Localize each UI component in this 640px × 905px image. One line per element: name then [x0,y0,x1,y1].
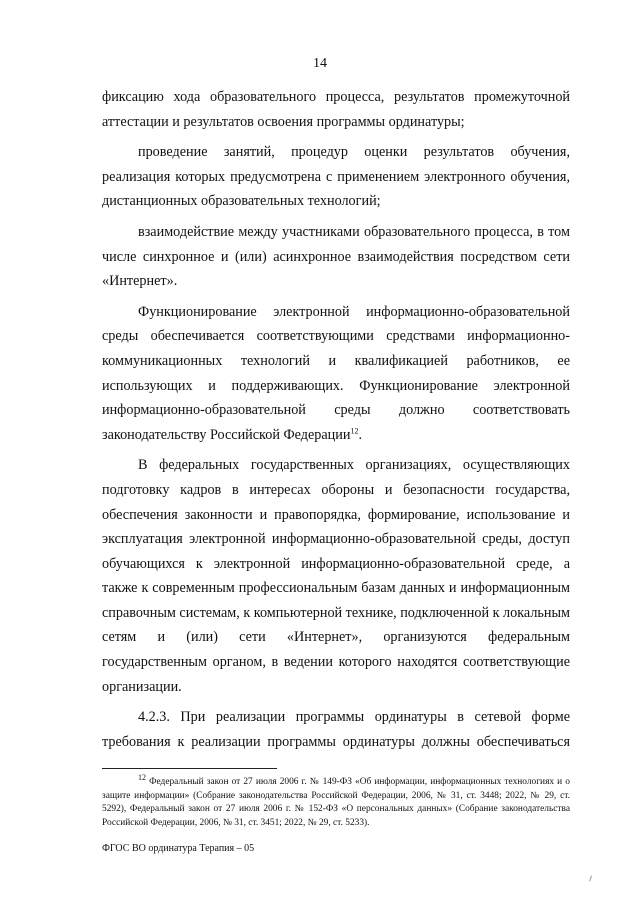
paragraph-4-text: Функционирование электронной информационно-образовательной среды обеспечивается соответствующими средствами информационно-коммуникационных технологий и квалификацией работников, ее использующих и поддерживающих. Функционирование электронной информационно-образовательной среды должно соответствовать законодательству Российской Федерации [102,303,570,443]
footnote-reference[interactable]: 12 [350,425,359,435]
paragraph-6: 4.2.3. При реализации программы ординатуры в сетевой форме требования к реализации программы ординатуры должны обеспечиваться [102,709,570,750]
page-footer: ФГОС ВО ординатура Терапия – 05 [102,843,255,854]
body-text [102,85,570,760]
paragraph-1: фиксацию хода образовательного процесса, результатов промежуточной аттестации и результатов освоения программы ординатуры; [102,89,570,130]
scan-mark [589,875,595,882]
paragraph-4 [102,300,570,448]
paragraph-3: взаимодействие между участниками образовательного процесса, в том числе синхронное и (или) асинхронное взаимодействия посредством сети «Интернет». [102,223,570,290]
footnote-divider [102,768,277,769]
footnote [102,772,570,830]
paragraph-4-tail: . [358,426,363,443]
footnote-text: Федеральный закон от 27 июля 2006 г. № 149-ФЗ «Об информации, информационных технологиях и о защите информации» (Собрание законодательства Российской Федерации, 2006, № 31, ст. 3448; 2022, № 29, ст. 5292), Федеральный закон от 27 июля 2006 г. № 152-ФЗ «О персональных данных» (Собрание законодательства Российской Федерации, 2006, № 31, ст. 3451; 2022, № 29, ст. 5233). [102,777,570,828]
footnote-marker: 12 [138,772,146,782]
paragraph-5: В федеральных государственных организациях, осуществляющих подготовку кадров в интересах обороны и безопасности государства, обеспечения законности и правопорядка, формирование, использование и эксплуатация электронной информационно-образовательной среды, доступ обучающихся к электронной информационно-образовательной среде, а также к современным профессиональным базам данных и информационным справочным системам, к компьютерной технике, подключенной к локальным сетям и (или) сети «Интернет», организуются федеральным государственным органом, в ведении которого находятся соответствующие организации. [102,457,570,695]
paragraph-2: проведение занятий, процедур оценки результатов обучения, реализация которых предусмотрена с применением электронного обучения, дистанционных образовательных технологий; [102,144,570,210]
page-number: 14 [313,56,327,71]
